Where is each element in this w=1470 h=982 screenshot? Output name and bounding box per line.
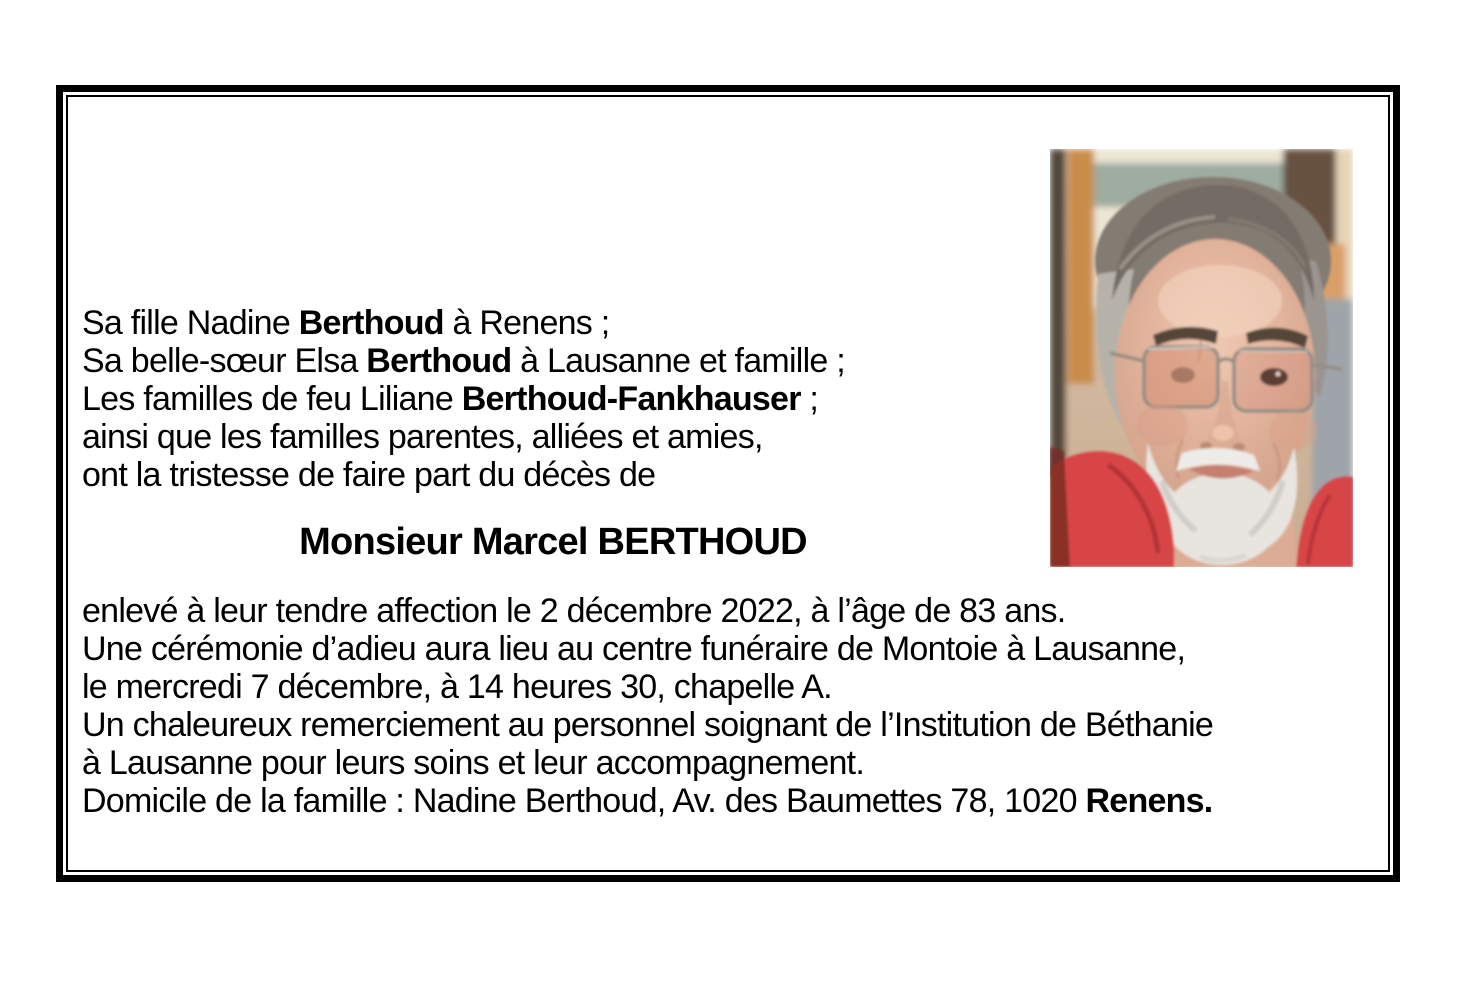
intro-line-bold: Berthoud xyxy=(366,342,512,380)
intro-line-text: à Lausanne et famille ; xyxy=(511,342,845,380)
intro-line-bold: Berthoud xyxy=(298,304,444,342)
intro-line-text: ont la tristesse de faire part du décès de xyxy=(82,456,656,494)
details-line: Une cérémonie d’adieu aura lieu au centre funéraire de Montoie à Lausanne, xyxy=(82,630,1186,668)
intro-line-text: à Renens ; xyxy=(443,304,610,342)
intro-line xyxy=(82,418,845,456)
intro-line xyxy=(82,380,845,418)
details-line: enlevé à leur tendre affection le 2 décembre 2022, à l’âge de 83 ans. xyxy=(82,592,1066,630)
portrait-photo-graphic xyxy=(1050,149,1353,567)
domicile-line-text: Domicile de la famille : Nadine Berthoud, Av. des Baumettes 78, 1020 xyxy=(82,782,1086,820)
details-line: à Lausanne pour leurs soins et leur accompagnement. xyxy=(82,744,865,782)
portrait-photo xyxy=(1050,149,1353,567)
domicile-line-bold: Renens. xyxy=(1085,782,1213,820)
details-line: le mercredi 7 décembre, à 14 heures 30, chapelle A. xyxy=(82,668,832,706)
intro-line-text: ainsi que les familles parentes, alliées et amies, xyxy=(82,418,763,456)
intro-line-text: ; xyxy=(800,380,819,418)
intro-line xyxy=(82,342,845,380)
intro-line-bold: Berthoud-Fankhauser xyxy=(461,380,801,418)
intro-line xyxy=(82,456,845,494)
intro-line-text: Les familles de feu Liliane xyxy=(82,380,462,418)
details-paragraph xyxy=(82,592,1213,820)
intro-line xyxy=(82,304,845,342)
domicile-line xyxy=(82,782,1213,820)
deceased-name: Monsieur Marcel BERTHOUD xyxy=(299,521,807,563)
intro-line-text: Sa fille Nadine xyxy=(82,304,299,342)
intro-paragraph xyxy=(82,304,845,494)
details-line: Un chaleureux remerciement au personnel soignant de l’Institution de Béthanie xyxy=(82,706,1214,744)
intro-line-text: Sa belle-sœur Elsa xyxy=(82,342,367,380)
